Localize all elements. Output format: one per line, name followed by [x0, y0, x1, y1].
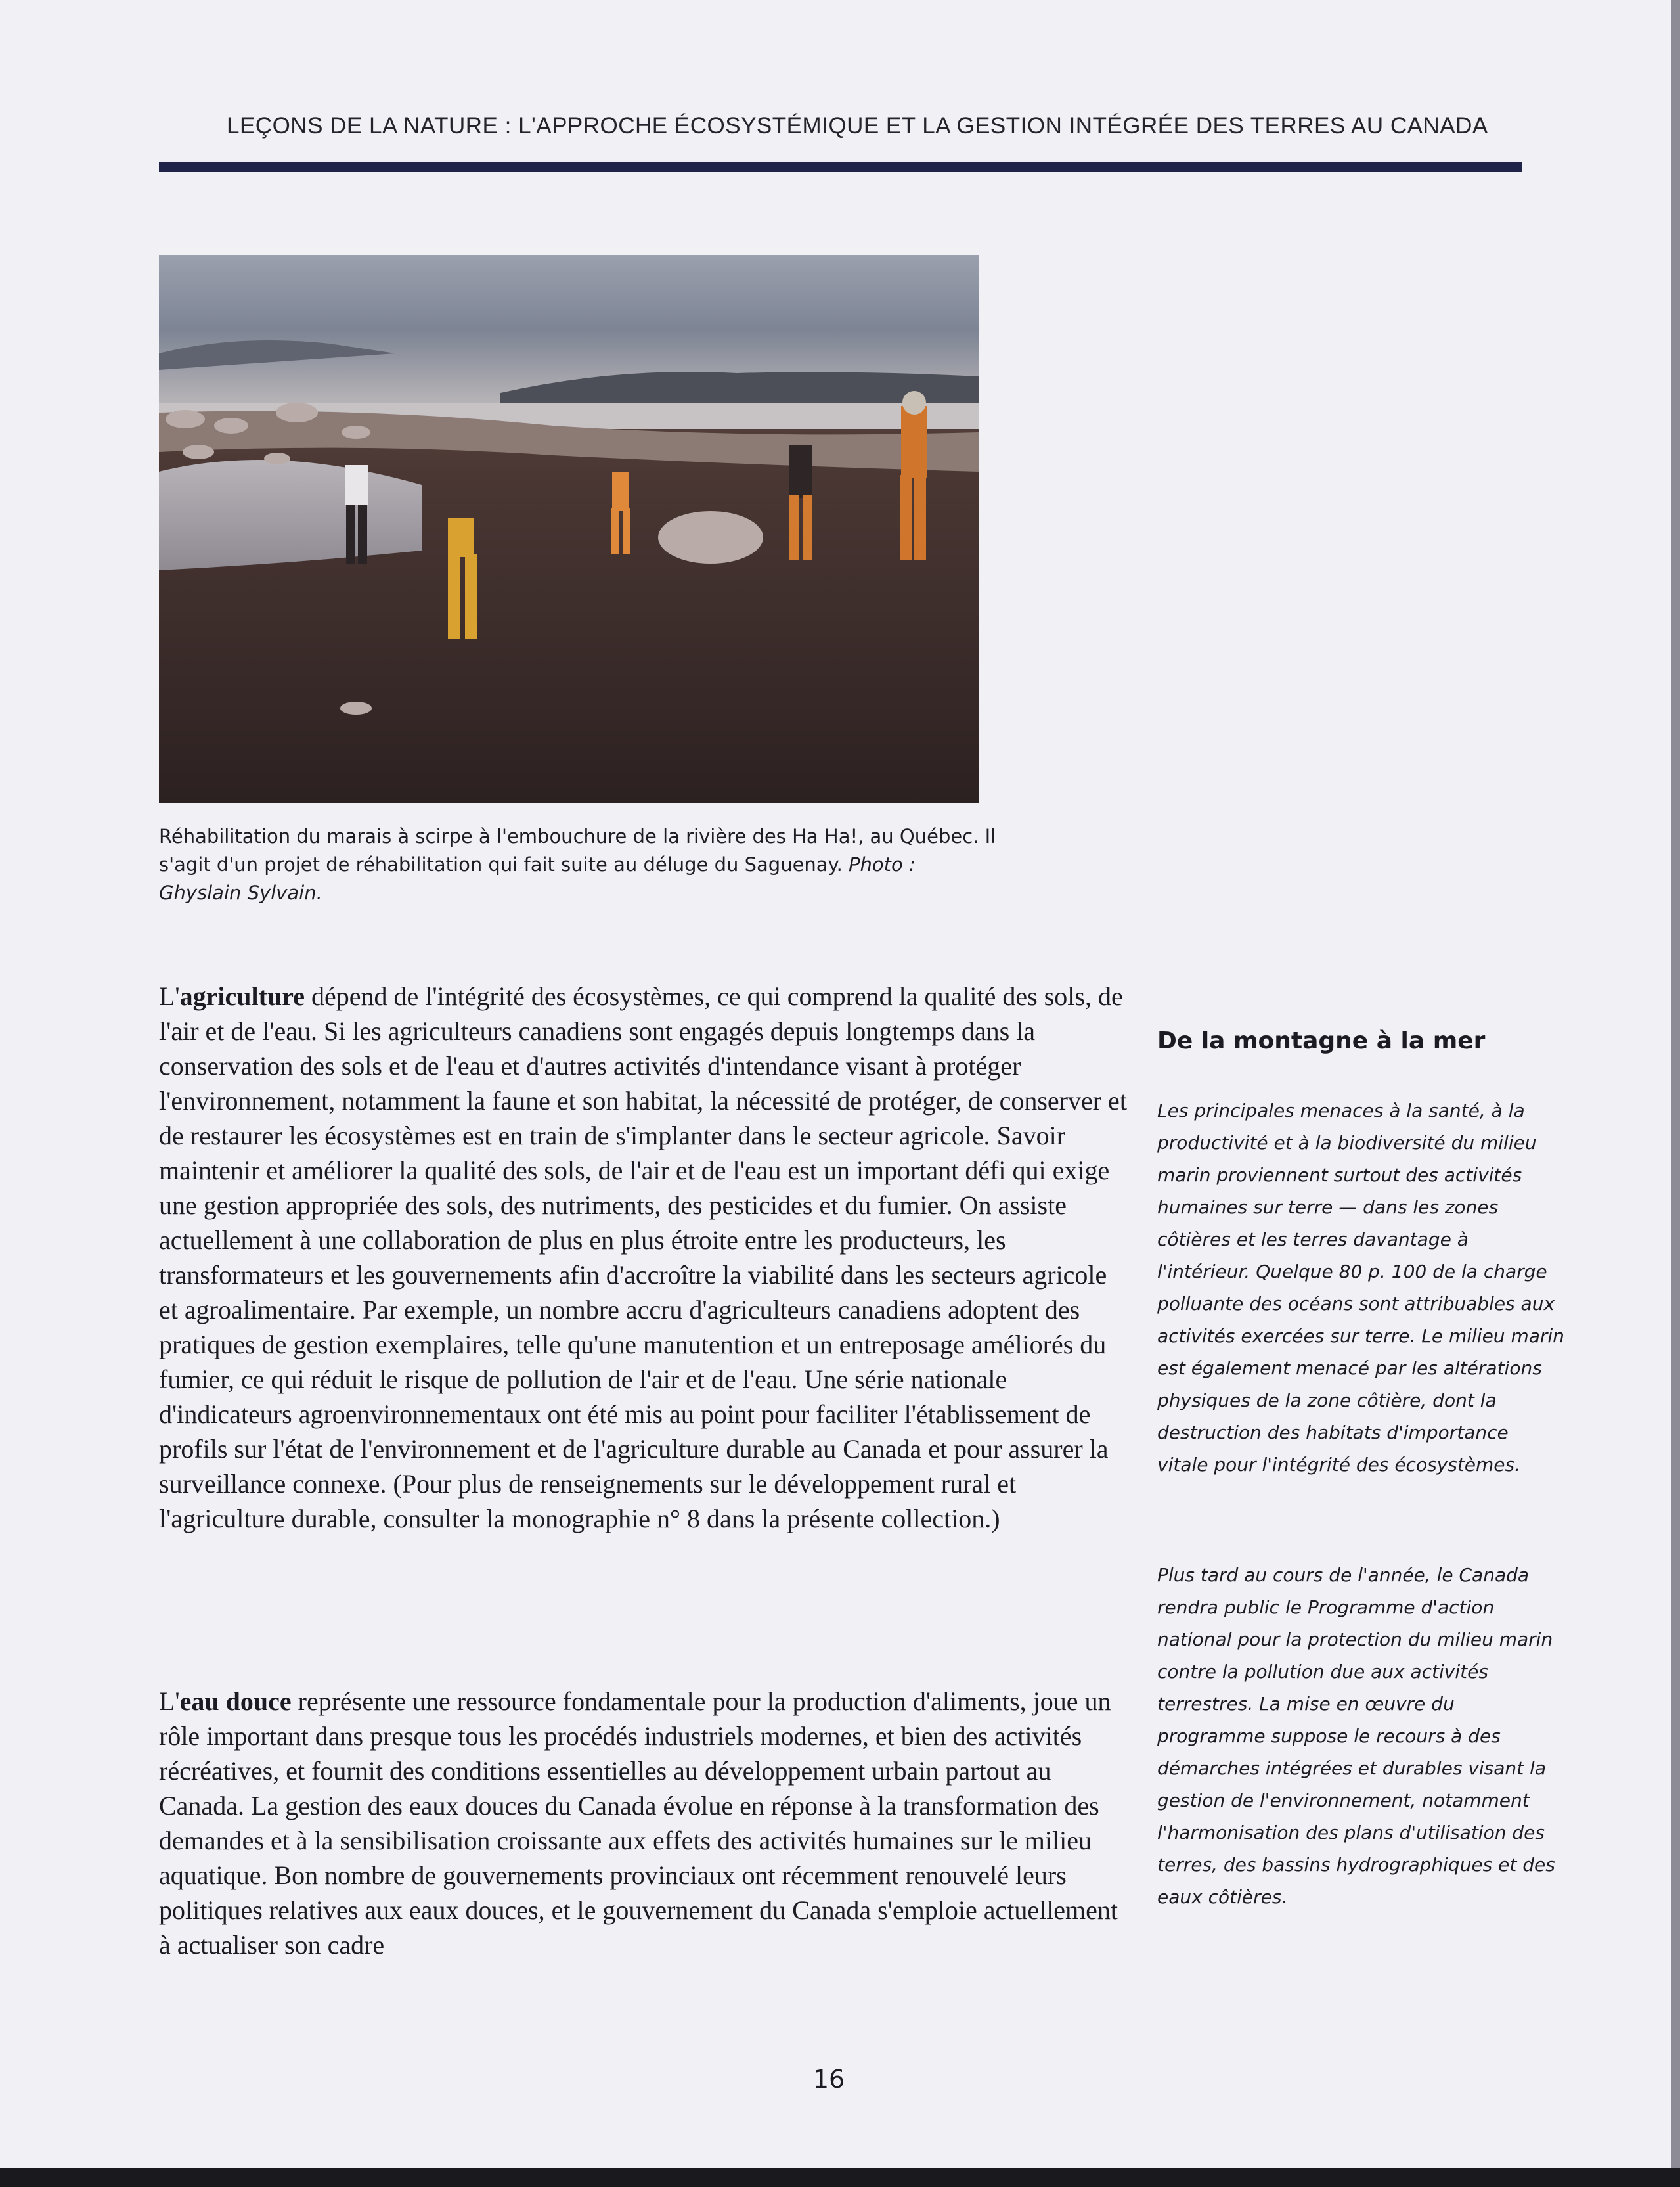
caption-text: Réhabilitation du marais à scirpe à l'embouchure de la rivière des Ha Ha!, au Québec. Il s'agit d'un projet de réhabilitation qui fait suite au déluge du Saguenay.	[159, 825, 996, 876]
page-number: 16	[812, 2065, 845, 2094]
paragraph-lead: L'	[159, 1686, 180, 1716]
sidebar-paragraph-2: Plus tard au cours de l'année, le Canada rendra public le Programme d'action national pour la protection du milieu marin contre la pollution due aux activités terrestres. La mise en œuvre du programme suppose le recours à des démarches intégrées et durables visant la gestion de l'environnement, notamment l'harmonisation des plans d'utilisation des terres, des bassins hydrographiques et des eaux côtières.	[1157, 1564, 1555, 1908]
page-edge-shadow	[1671, 0, 1680, 2187]
paragraph-lead: L'	[159, 981, 180, 1011]
page-bottom-edge	[0, 2168, 1680, 2187]
agriculture-paragraph	[159, 979, 1131, 1536]
sidebar-paragraph-1: Les principales menaces à la santé, à la productivité et à la biodiversité du milieu marin proviennent surtout des activités humaines sur terre — dans les zones côtières et les terres davantage à l'intérieur. Quelque 80 p. 100 de la charge polluante des océans sont attribuables aux activités exercées sur terre. Le milieu marin est également menacé par les altérations physiques de la zone côtière, dont la destruction des habitats d'importance vitale pour l'intégrité des écosystèmes.	[1157, 1100, 1564, 1476]
landscape-photo-icon	[159, 255, 979, 803]
photo-caption	[159, 823, 1000, 907]
keyword-eau-douce: eau douce	[179, 1686, 292, 1716]
sidebar-title: De la montagne à la mer	[1157, 1027, 1486, 1054]
running-header: LEÇONS DE LA NATURE : L'APPROCHE ÉCOSYSTÉMIQUE ET LA GESTION INTÉGRÉE DES TERRES AU CANADA	[227, 113, 1488, 139]
keyword-agriculture: agriculture	[179, 981, 305, 1011]
header-rule	[159, 162, 1522, 172]
photo-credit: Photo : Ghyslain Sylvain.	[159, 853, 916, 904]
paragraph-body: dépend de l'intégrité des écosystèmes, ce qui comprend la qualité des sols, de l'air et de l'eau. Si les agriculteurs canadiens sont engagés depuis longtemps dans la conservation des sols et de l'eau et d'autres activités d'intendance visant à protéger l'environnement, notamment la faune et son habitat, la nécessité de protéger, de conserver et de restaurer les écosystèmes est en train de s'implanter dans le secteur agricole. Savoir maintenir et améliorer la qualité des sols, de l'air et de l'eau est un important défi qui exige une gestion appropriée des sols, des nutriments, des pesticides et du fumier. On assiste actuellement à une collaboration de plus en plus étroite entre les producteurs, les transformateurs et les gouvernements afin d'accroître la viabilité dans les secteurs agricole et agroalimentaire. Par exemple, un nombre accru d'agriculteurs canadiens adoptent des pratiques de gestion exemplaires, telle qu'une manutention et un entreposage améliorés du fumier, ce qui réduit le risque de pollution de l'air et de l'eau. Une série nationale d'indicateurs agroenvironnementaux ont été mis au point pour faciliter l'établissement de profils sur l'état de l'environnement et de l'agriculture durable au Canada et pour assurer la surveillance connexe. (Pour plus de renseignements sur le développement rural et l'agriculture durable, consulter la monographie n° 8 dans la présente collection.)	[159, 981, 1127, 1533]
marsh-rehabilitation-photo	[159, 255, 979, 803]
fresh-water-paragraph	[159, 1684, 1131, 1962]
paragraph-body: représente une ressource fondamentale pour la production d'aliments, joue un rôle important dans presque tous les procédés industriels modernes, et bien des activités récréatives, et fournit des conditions essentielles au développement urbain partout au Canada. La gestion des eaux douces du Canada évolue en réponse à la transformation des demandes et à la sensibilisation croissante aux effets des activités humaines sur le milieu aquatique. Bon nombre de gouvernements provinciaux ont récemment renouvelé leurs politiques relatives aux eaux douces, et le gouvernement du Canada s'emploie actuellement à actualiser son cadre	[159, 1686, 1118, 1960]
